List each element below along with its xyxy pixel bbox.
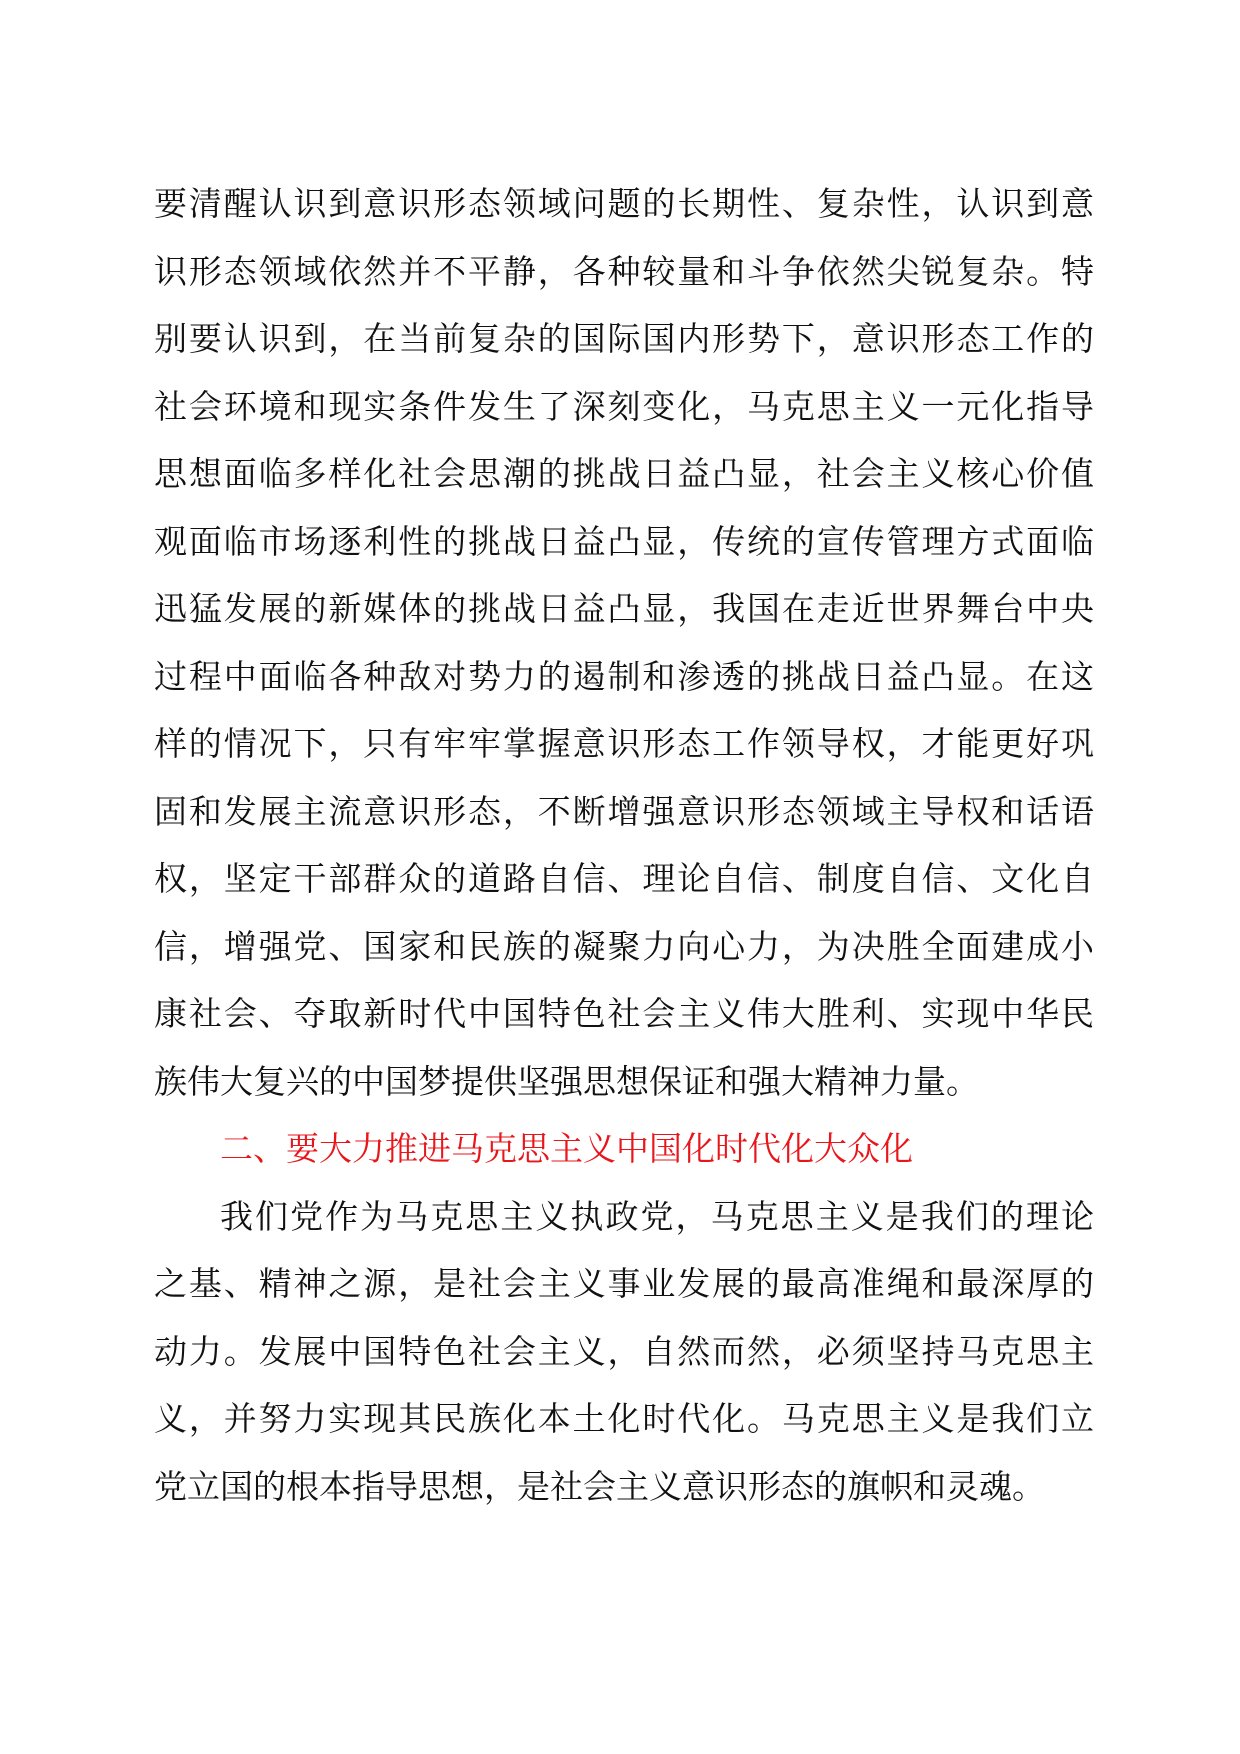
text-line: 康社会、夺取新时代中国特色社会主义伟大胜利、实现中华民: [154, 994, 1094, 1033]
text-line: 过程中面临各种敌对势力的遏制和渗透的挑战日益凸显。在这: [154, 656, 1094, 696]
paragraph-ideology: [154, 170, 1094, 1115]
section-heading: 二、要大力推进马克思主义中国化时代化大众化: [220, 1129, 913, 1168]
text-line: 识形态领域依然并不平静，各种较量和斗争依然尖锐复杂。特: [154, 251, 1094, 291]
text-line: 样的情况下，只有牢牢掌握意识形态工作领导权，才能更好巩: [154, 724, 1094, 763]
text-line: 之基、精神之源，是社会主义事业发展的最高准绳和最深厚的: [154, 1264, 1094, 1303]
text-line: 观面临市场逐利性的挑战日益凸显，传统的宣传管理方式面临: [154, 521, 1094, 561]
text-line: 义，并努力实现其民族化本土化时代化。马克思主义是我们立: [154, 1399, 1094, 1438]
text-line: 思想面临多样化社会思潮的挑战日益凸显，社会主义核心价值: [154, 454, 1094, 493]
text-line: 族伟大复兴的中国梦提供坚强思想保证和强大精神力量。: [154, 1061, 979, 1101]
text-line: 要清醒认识到意识形态领域问题的长期性、复杂性，认识到意: [154, 184, 1094, 223]
text-line: 别要认识到，在当前复杂的国际国内形势下，意识形态工作的: [154, 319, 1094, 358]
text-line: 我们党作为马克思主义执政党，马克思主义是我们的理论: [220, 1196, 1094, 1236]
text-line: 固和发展主流意识形态，不断增强意识形态领域主导权和话语: [154, 791, 1094, 831]
text-line: 党立国的根本指导思想，是社会主义意识形态的旗帜和灵魂。: [154, 1466, 1045, 1506]
text-line: 迅猛发展的新媒体的挑战日益凸显，我国在走近世界舞台中央: [154, 589, 1094, 628]
text-line: 信，增强党、国家和民族的凝聚力向心力，为决胜全面建成小: [154, 926, 1094, 966]
text-line: 动力。发展中国特色社会主义，自然而然，必须坚持马克思主: [154, 1331, 1094, 1371]
paragraph-marxism: [154, 1183, 1094, 1521]
text-line: 社会环境和现实条件发生了深刻变化，马克思主义一元化指导: [154, 386, 1094, 426]
text-line: 权，坚定干部群众的道路自信、理论自信、制度自信、文化自: [154, 859, 1094, 898]
document-body: [154, 170, 1094, 1520]
